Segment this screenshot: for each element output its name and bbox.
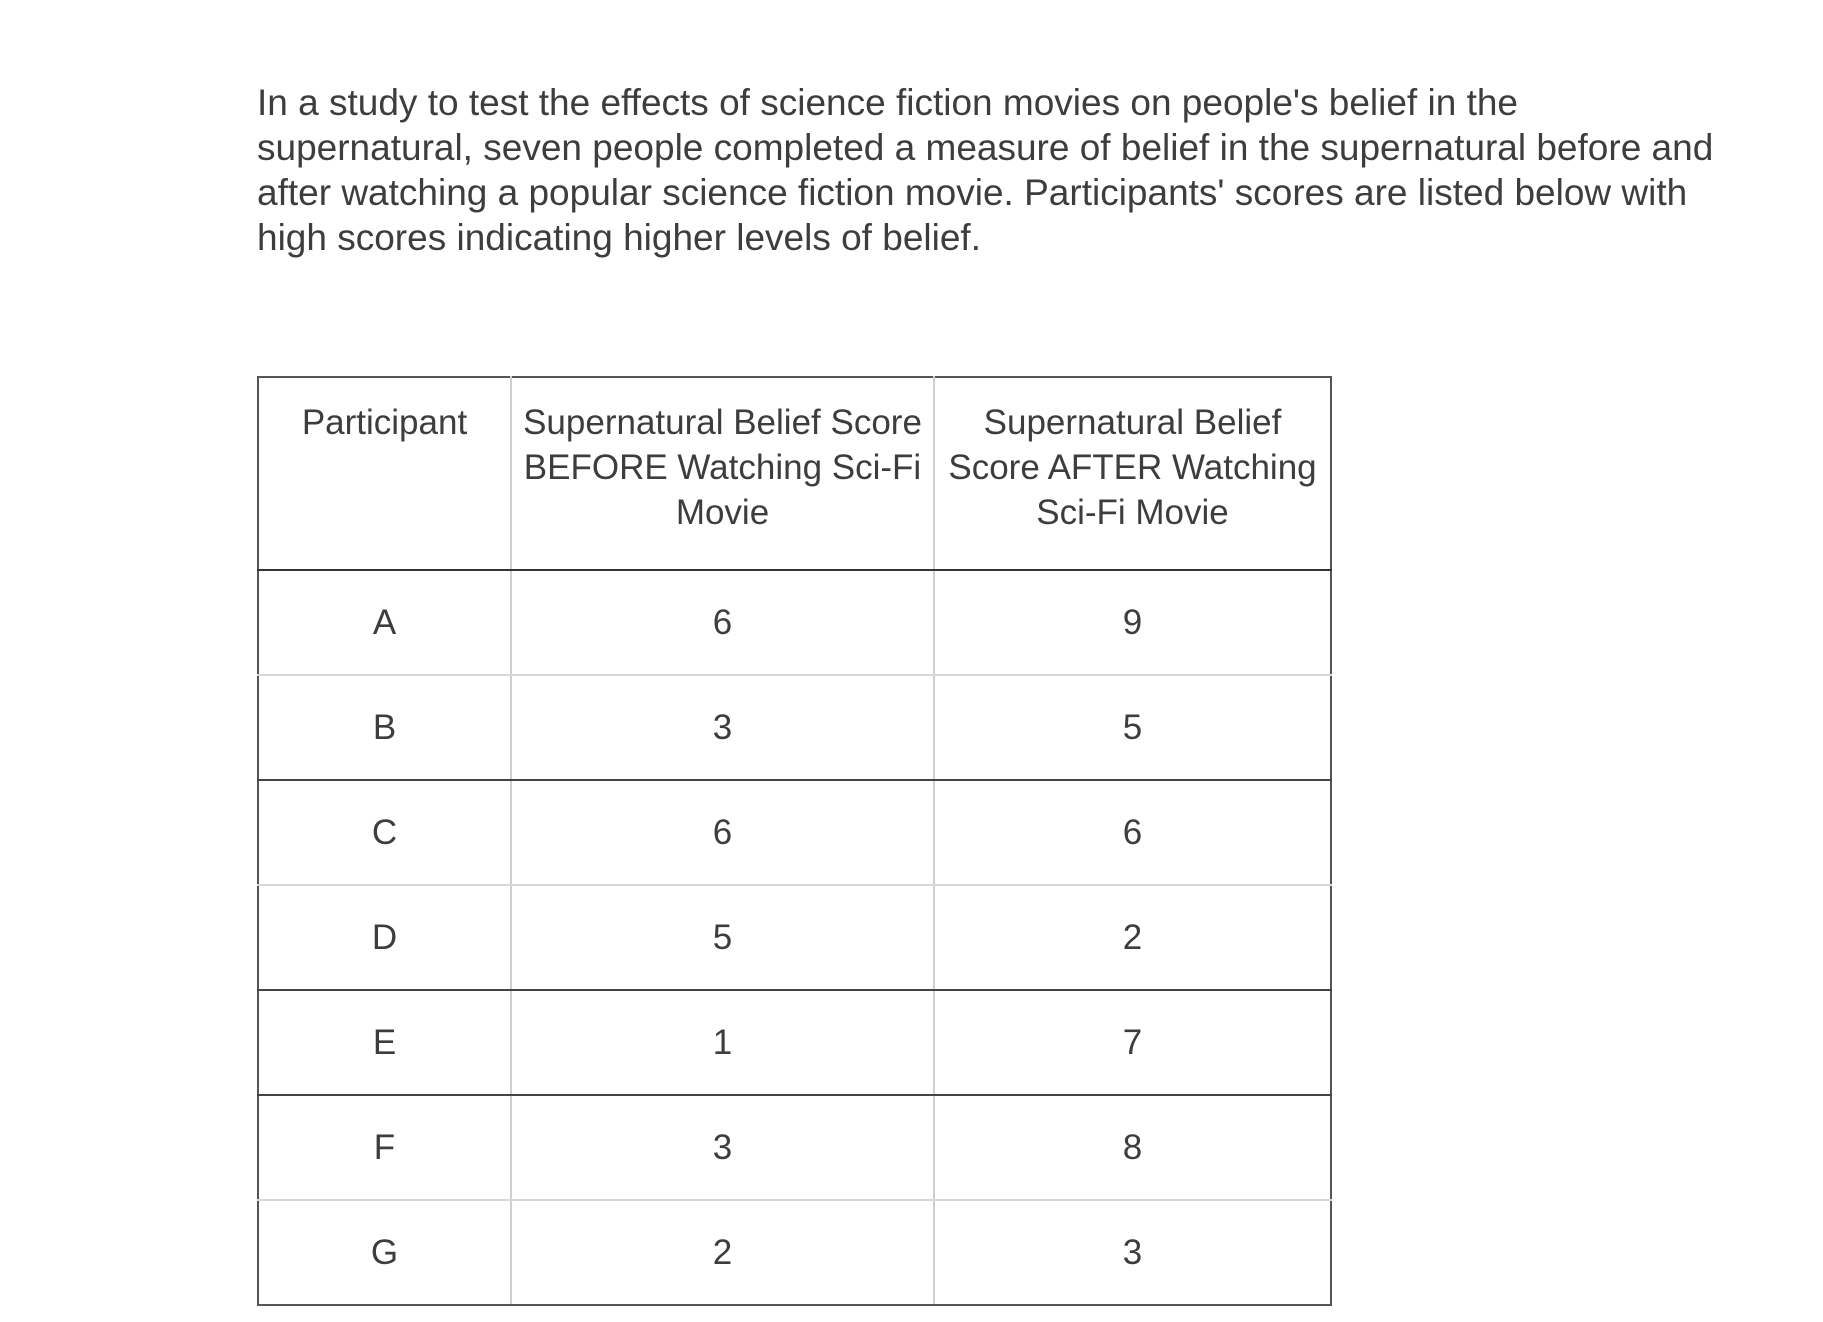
table-row <box>258 1200 1331 1305</box>
before-score-cell: 3 <box>511 1095 934 1200</box>
after-score-cell: 6 <box>934 780 1331 885</box>
after-score-cell: 7 <box>934 990 1331 1095</box>
question-text: In a study to test the effects of science fiction movies on people's belief in the supernatural, seven people completed a measure of belief in the supernatural before and after watching a popular science fiction movie. Participants' scores are listed below with high scores indicating higher levels of belief. <box>257 82 1714 258</box>
before-score-cell: 5 <box>511 885 934 990</box>
participant-cell: B <box>258 675 511 780</box>
after-score-cell: 8 <box>934 1095 1331 1200</box>
header-after-score: Supernatural Belief Score AFTER Watching Sci-Fi Movie <box>934 377 1331 570</box>
after-score-cell: 3 <box>934 1200 1331 1305</box>
table-row <box>258 1095 1331 1200</box>
after-score-cell: 5 <box>934 675 1331 780</box>
participant-cell: G <box>258 1200 511 1305</box>
table-row <box>258 885 1331 990</box>
participant-cell: E <box>258 990 511 1095</box>
scores-table-container <box>257 376 1332 1306</box>
table-row <box>258 780 1331 885</box>
participant-cell: F <box>258 1095 511 1200</box>
table-row <box>258 675 1331 780</box>
table-header-row <box>258 377 1331 570</box>
participant-cell: D <box>258 885 511 990</box>
scores-table <box>257 376 1332 1306</box>
table-row <box>258 990 1331 1095</box>
header-before-score: Supernatural Belief Score BEFORE Watching Sci-Fi Movie <box>511 377 934 570</box>
after-score-cell: 9 <box>934 570 1331 675</box>
table-row <box>258 570 1331 675</box>
before-score-cell: 2 <box>511 1200 934 1305</box>
participant-cell: A <box>258 570 511 675</box>
before-score-cell: 6 <box>511 570 934 675</box>
before-score-cell: 3 <box>511 675 934 780</box>
after-score-cell: 2 <box>934 885 1331 990</box>
participant-cell: C <box>258 780 511 885</box>
header-participant: Participant <box>258 377 511 570</box>
before-score-cell: 6 <box>511 780 934 885</box>
before-score-cell: 1 <box>511 990 934 1095</box>
